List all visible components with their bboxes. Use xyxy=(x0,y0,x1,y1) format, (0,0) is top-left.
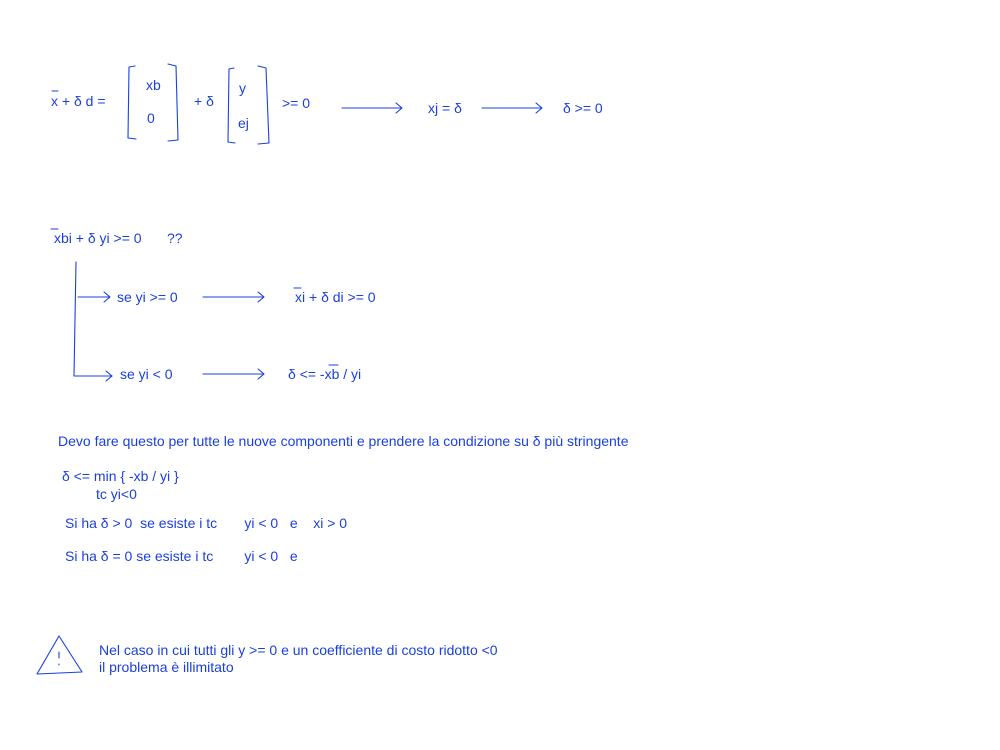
branch-arrow-1 xyxy=(78,292,110,302)
vector2-right-bracket xyxy=(258,66,269,144)
vector1-right-bracket xyxy=(168,64,178,141)
eq1-geq-zero: >= 0 xyxy=(282,95,311,111)
eq1-lhs: x + δ d = xyxy=(51,93,106,109)
warning-line-1: Nel caso in cui tutti gli y >= 0 e un coefficiente di costo ridotto <0 xyxy=(99,642,498,658)
vector1-bottom: 0 xyxy=(147,110,155,126)
arrow-3 xyxy=(203,292,264,302)
vector2-bottom: ej xyxy=(238,115,249,131)
branch-result: δ <= -xb / yi xyxy=(288,366,362,382)
eq1-implies-delta: δ >= 0 xyxy=(563,100,603,116)
note-case-positive: Si ha δ > 0 se esiste i tc yi < 0 e xi > 0 xyxy=(65,515,348,531)
note-all-components: Devo fare questo per tutte le nuove componenti e prendere la condizione su δ più stringente xyxy=(58,433,629,449)
note-case-zero: Si ha δ = 0 se esiste i tc yi < 0 e xyxy=(65,548,298,564)
branch-condition: se yi >= 0 xyxy=(117,289,178,305)
note-min-subscript: tc yi<0 xyxy=(96,486,137,502)
vector1-top: xb xyxy=(146,77,161,93)
branch-arrow-2-head xyxy=(106,371,112,381)
arrow-2 xyxy=(482,103,542,113)
warning-triangle-icon xyxy=(37,636,82,674)
branch-connector xyxy=(74,262,112,376)
eq2-question: ?? xyxy=(167,230,183,246)
branch-condition: se yi < 0 xyxy=(120,366,173,382)
vector2-left-bracket xyxy=(228,68,235,143)
note-min-line: δ <= min { -xb / yi } xyxy=(62,468,179,484)
eq1-implies-xj: xj = δ xyxy=(428,100,462,116)
eq1-plus-delta: + δ xyxy=(194,93,214,109)
vector2-top: y xyxy=(239,80,246,96)
eq2-line: xbi + δ yi >= 0 xyxy=(54,230,142,246)
branch-result: xi + δ di >= 0 xyxy=(295,289,376,305)
arrow-4 xyxy=(203,369,264,379)
arrow-1 xyxy=(342,103,402,113)
warning-line-2: il problema è illimitato xyxy=(99,659,234,675)
vector1-left-bracket xyxy=(128,66,136,139)
